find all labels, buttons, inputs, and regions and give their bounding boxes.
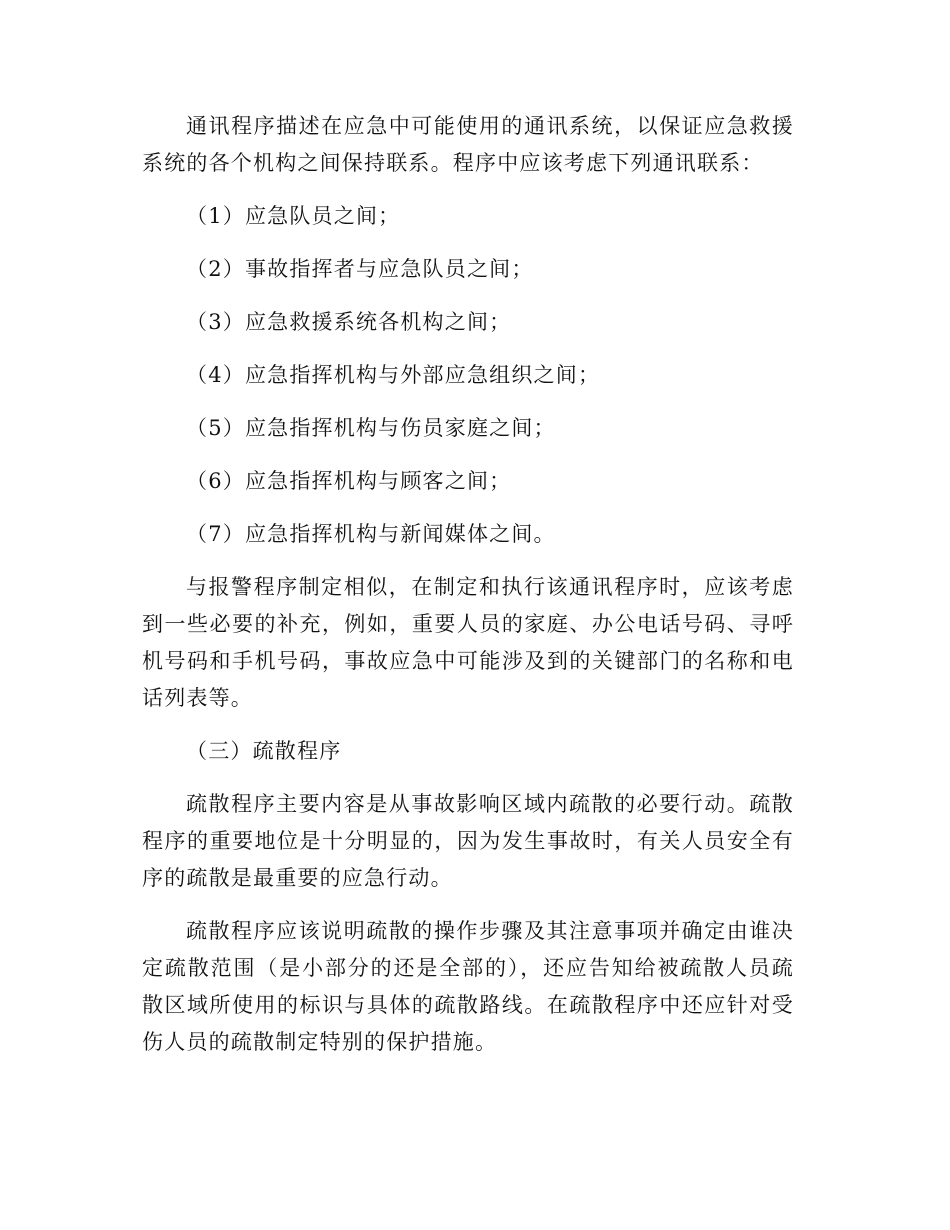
list-item-7: （7）应急指挥机构与新闻媒体之间。 [186, 522, 556, 546]
list-item-1: （1）应急队员之间； [186, 204, 401, 228]
section-heading: （三）疏散程序 [186, 739, 342, 763]
list-item-2: （2）事故指挥者与应急队员之间； [186, 257, 534, 281]
list-item-5: （5）应急指挥机构与伤员家庭之间； [186, 416, 556, 440]
list-item-4: （4）应急指挥机构与外部应急组织之间； [186, 363, 601, 387]
paragraph-supplement: 与报警程序制定相似，在制定和执行该通讯程序时，应该考虑到一些必要的补充，例如，重要人员的家庭、办公电话号码、寻呼机号码和手机号码，事故应急中可能涉及到的关键部门的名称和电话列表等。 [142, 575, 794, 710]
list-item-6: （6）应急指挥机构与顾客之间； [186, 469, 512, 493]
document-body [142, 108, 794, 1077]
paragraph-evacuation-detail: 疏散程序应该说明疏散的操作步骤及其注意事项并确定由谁决定疏散范围（是小部分的还是全部的），还应告知给被疏散人员疏散区域所使用的标识与具体的疏散路线。在疏散程序中还应针对受伤人员的疏散制定特别的保护措施。 [142, 919, 794, 1054]
list-item-3: （3）应急救援系统各机构之间； [186, 310, 512, 334]
paragraph-communication-intro: 通讯程序描述在应急中可能使用的通讯系统，以保证应急救援系统的各个机构之间保持联系。程序中应该考虑下列通讯联系： [142, 114, 794, 175]
paragraph-evacuation-main: 疏散程序主要内容是从事故影响区域内疏散的必要行动。疏散程序的重要地位是十分明显的，因为发生事故时，有关人员安全有序的疏散是最重要的应急行动。 [142, 792, 794, 890]
